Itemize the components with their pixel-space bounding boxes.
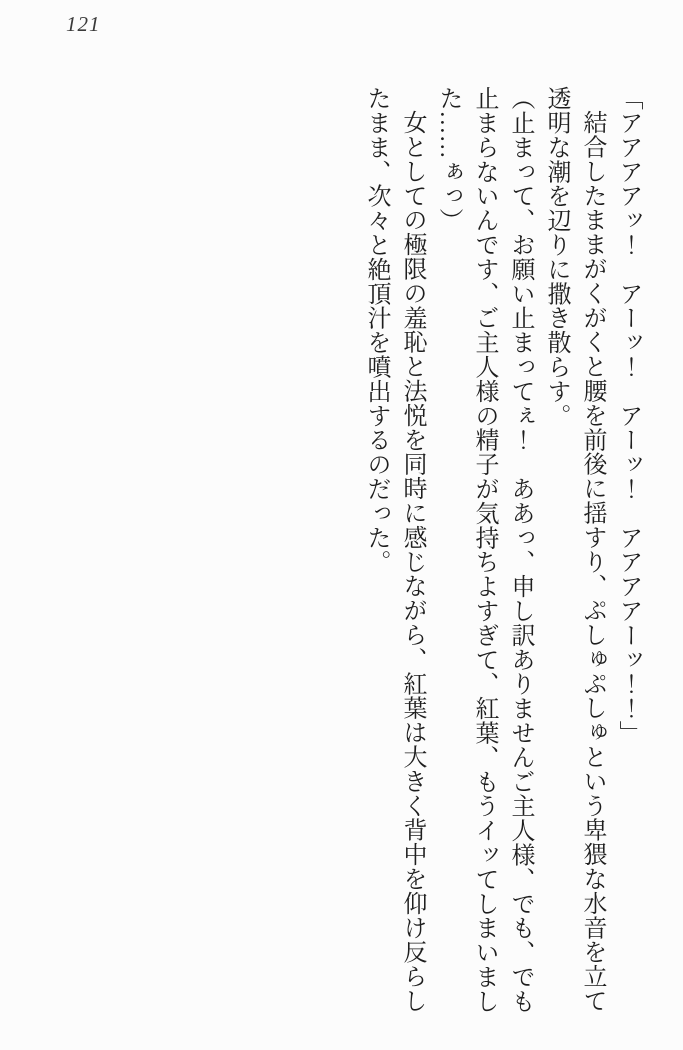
page-number: 121 xyxy=(66,12,101,36)
paragraph-narration-1: 結合したままがくがくと腰を前後に揺すり、ぷしゅぷしゅという卑猥な水音を立て透明な潮を辺りに撒き散らす。 xyxy=(543,86,605,1013)
paragraph-narration-2: 女としての極限の羞恥と法悦を同時に感じながら、紅葉は大きく背中を仰け反らしたまま、次々と絶頂汁を噴出するのだった。 xyxy=(363,86,425,1013)
paragraph-inner-monologue: （止まって、お願い止まってぇ！ ああっ、申し訳ありませんご主人様、でも、でも止まらないんです、ご主人様の精子が気持ちよすぎて、紅葉、もうイッてしまいました……ぁっ） xyxy=(435,86,533,1014)
paragraph-dialogue-scream: 「アアアアッ！ アーッ！ アーッ！ アアアアーッ！！」 xyxy=(615,86,641,745)
vertical-text-block xyxy=(358,86,646,1018)
